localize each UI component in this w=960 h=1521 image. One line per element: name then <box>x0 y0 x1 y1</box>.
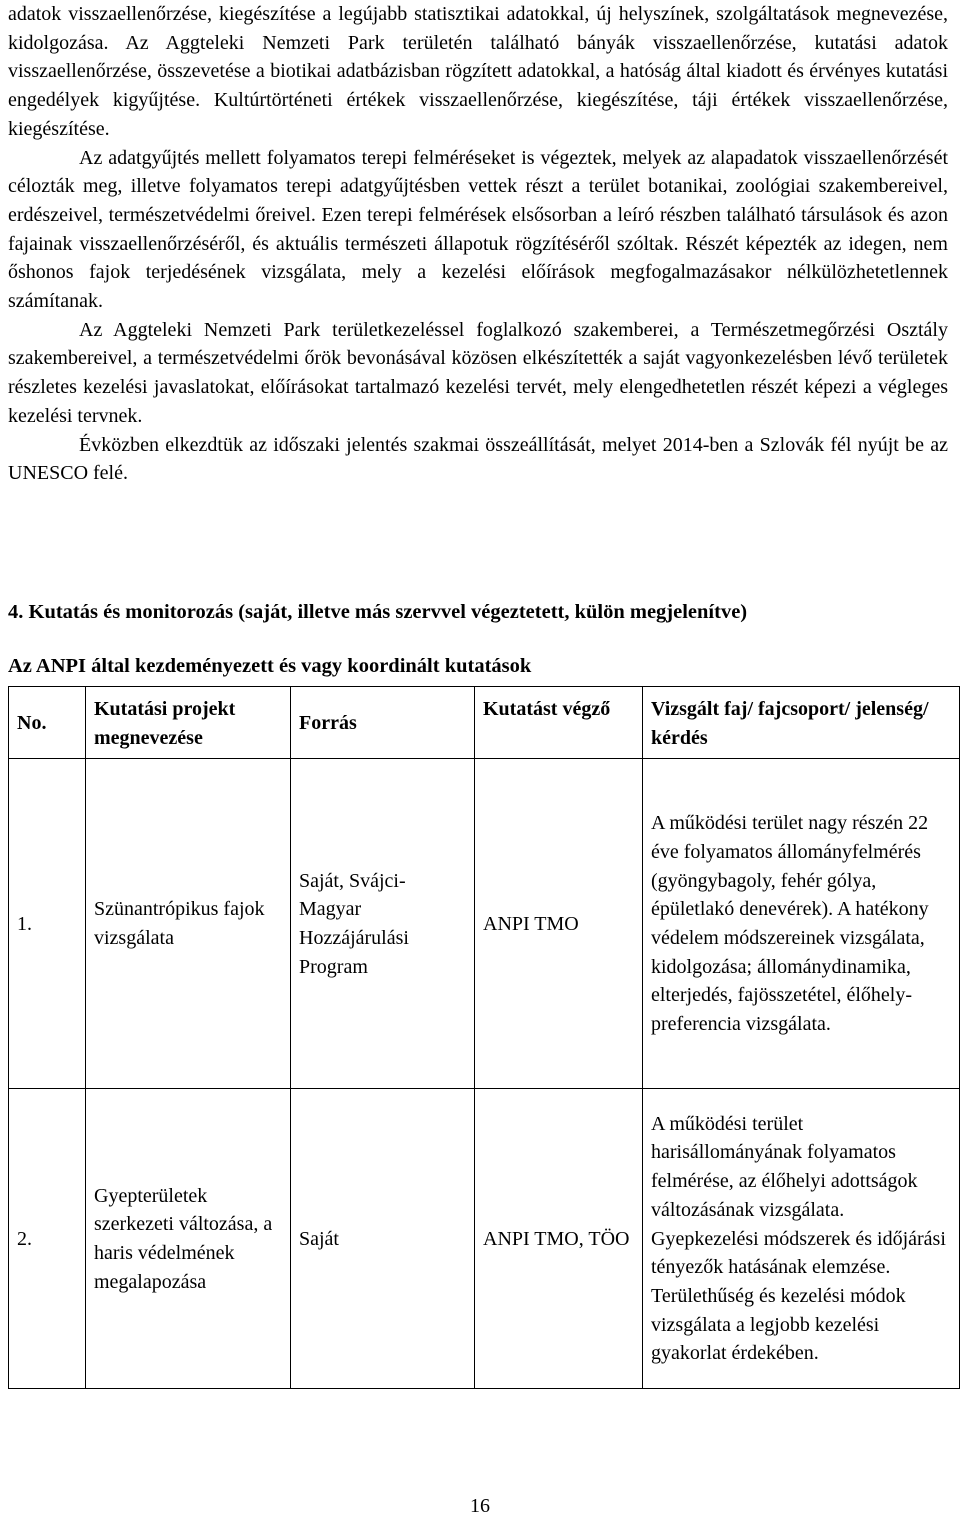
header-no: No. <box>9 687 86 759</box>
header-source: Forrás <box>291 687 475 759</box>
table-heading: Az ANPI által kezdeményezett és vagy koordinált kutatások <box>8 655 532 677</box>
cell-performer: ANPI TMO, TÖO <box>475 1089 643 1389</box>
section-heading: 4. Kutatás és monitorozás (saját, illetve más szervvel végeztetett, külön megjelenítve) <box>8 601 748 623</box>
cell-performer: ANPI TMO <box>475 759 643 1089</box>
cell-project: Gyepterületek szerkezeti változása, a haris védelmének megalapozása <box>86 1089 291 1389</box>
header-project: Kutatási projekt megnevezése <box>86 687 291 759</box>
cell-project: Szünantrópikus fajok vizsgálata <box>86 759 291 1089</box>
cell-source: Saját, Svájci-Magyar Hozzájárulási Program <box>291 759 475 1089</box>
paragraph-field-surveys: Az adatgyűjtés mellett folyamatos terepi felméréseket is végeztek, melyek az alapadatok visszaellenőrzését célozták meg, illetve folyamatos terepi adatgyűjtésben vettek részt a terület botanikai, zoológiai szakembereivel, erdészeivel, természetvédelmi őreivel. Ezen terepi felmérések elsősorban a leíró részben található társulások és azon fajainak visszaellenőrzéséről, és aktuális természeti állapotuk rögzítéséről szóltak. Részét képezték az idegen, nem őshonos fajok terjedésének vizsgálata, mely a kezelési előírások megfogalmazásakor nélkülözhetetlennek számítanak. <box>8 146 948 313</box>
table-row <box>9 759 960 1089</box>
cell-no: 1. <box>9 759 86 1089</box>
table-header-row <box>9 687 960 759</box>
paragraph-management-plan: Az Aggteleki Nemzeti Park területkezeléssel foglalkozó szakemberei, a Természetmegőrzési Osztály szakembereivel, a természetvédelmi őrök bevonásával közösen elkészítették a saját vagyonkezelésben lévő területek részletes kezelési javaslatokat, előírásokat tartalmazó kezelési tervét, mely elengedhetetlen részét képezi a végleges kezelési tervnek. <box>8 318 948 427</box>
cell-no: 2. <box>9 1089 86 1389</box>
header-performer: Kutatást végző <box>475 687 643 759</box>
research-table <box>8 686 960 1389</box>
cell-source: Saját <box>291 1089 475 1389</box>
paragraph-periodic-report: Évközben elkezdtük az időszaki jelentés szakmai összeállítását, melyet 2014-ben a Szlovák fél nyújt be az UNESCO felé. <box>8 433 948 485</box>
header-subject: Vizsgált faj/ fajcsoport/ jelenség/ kérdés <box>643 687 960 759</box>
cell-subject: A működési terület nagy részén 22 éve folyamatos állományfelmérés (gyöngybagoly, fehér gólya, épületlakó denevérek). A hatékony védelem módszereinek vizsgálata, kidolgozása; állománydinamika, elterjedés, fajösszetétel, élőhely-preferencia vizsgálata. <box>643 759 960 1089</box>
cell-subject: A működési terület harisállományának folyamatos felmérése, az élőhelyi adottságok változásának vizsgálata. Gyepkezelési módszerek és időjárási tényezők hatásának elemzése. Területhűség és kezelési módok vizsgálata a legjobb kezelési gyakorlat érdekében. <box>643 1089 960 1389</box>
table-row <box>9 1089 960 1389</box>
page-number: 16 <box>470 1495 490 1517</box>
document-page <box>8 0 948 1365</box>
paragraph-data-review: adatok visszaellenőrzése, kiegészítése a legújabb statisztikai adatokkal, új helyszínek, szolgáltatások megnevezése, kidolgozása. Az Aggteleki Nemzeti Park területén található bányák visszaellenőrzése, kutatási adatok visszaellenőrzése, összevetése a biotikai adatbázisban rögzített adatokkal, a hatóság által kiadott és érvényes kutatási engedélyek kigyűjtése. Kultúrtörténeti értékek visszaellenőrzése, kiegészítése, táji értékek visszaellenőrzése, kiegészítése. <box>8 3 948 140</box>
